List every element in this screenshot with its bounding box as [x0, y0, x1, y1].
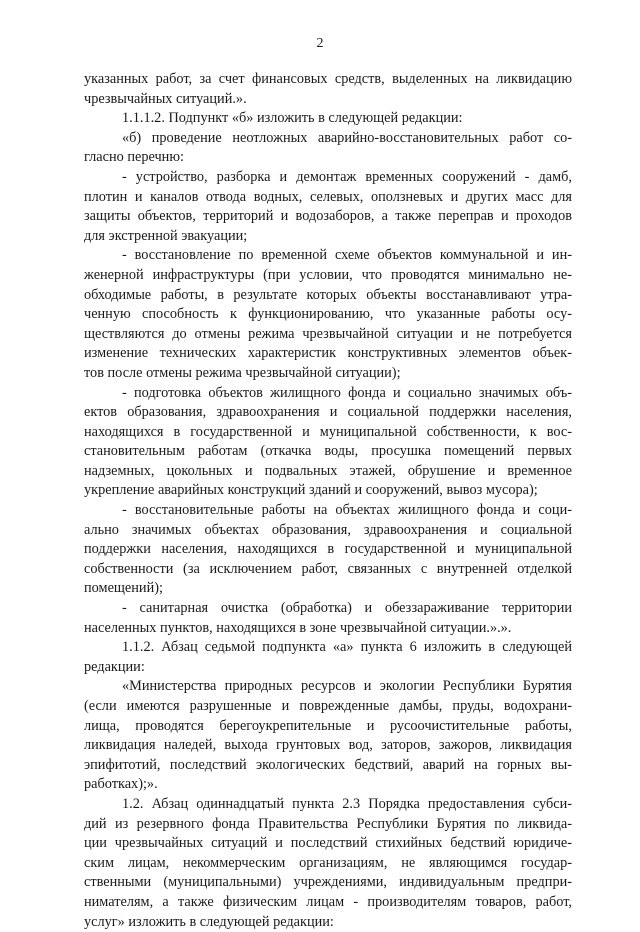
paragraph-line: плотин и каналов отвода водных, селевых, оползневых и других масс для	[84, 188, 572, 205]
paragraph-line: собственности (за исключением работ, связанных с внутренней отделкой	[84, 560, 572, 577]
paragraph-line: становительным работам (откачка воды, просушка помещений первых	[84, 443, 572, 460]
paragraph-line: укрепление аварийных конструкций зданий и сооружений, вывоз мусора);	[84, 482, 538, 499]
paragraph-line: работках);».	[84, 776, 158, 793]
paragraph-line: лища, проводятся берегоукрепительные и русоочистительные работы,	[84, 717, 572, 734]
paragraph-line: - санитарная очистка (обработка) и обеззараживание территории	[122, 600, 572, 617]
paragraph-line: ликвидация наледей, выхода грунтовых вод, заторов, зажоров, ликвидация	[84, 737, 572, 754]
paragraph-line: - восстановительные работы на объектах жилищного фонда и соци-	[122, 502, 572, 519]
paragraph-line: чрезвычайных ситуаций.».	[84, 90, 247, 107]
paragraph-line: дий из резервного фонда Правительства Республики Бурятия по ликвида-	[84, 815, 572, 832]
paragraph-line: указанных работ, за счет финансовых средств, выделенных на ликвидацию	[84, 71, 572, 87]
paragraph-line: ально значимых объектах образования, здравоохранения и социальной	[84, 521, 572, 538]
paragraph-line: тов после отмены режима чрезвычайной ситуации);	[84, 364, 401, 381]
paragraph-line: надземных, цокольных и подвальных этажей, обрушение и временное	[84, 462, 572, 479]
paragraph-line: ектов образования, здравоохранения и социальной поддержки населения,	[84, 404, 572, 421]
paragraph-line: ществляются до отмены режима чрезвычайной ситуации и не потребуется	[84, 325, 572, 342]
paragraph-line: женерной инфраструктуры (при условии, что проводятся минимально не-	[84, 266, 572, 283]
paragraph-line: ственными (муниципальными) учреждениями, индивидуальным предпри-	[84, 874, 572, 891]
paragraph-line: нимателям, а также физическим лицам - производителям товаров, работ,	[84, 893, 572, 910]
paragraph-line: «Министерства природных ресурсов и экологии Республики Бурятия	[122, 678, 572, 695]
paragraph-line: эпифитотий, последствий экологических бедствий, аварий на горных вы-	[84, 756, 572, 773]
paragraph-line: - устройство, разборка и демонтаж временных сооружений - дамб,	[122, 168, 572, 185]
paragraph-line: редакции:	[84, 658, 145, 675]
paragraph-line: 1.1.2. Абзац седьмой подпункта «а» пункта 6 изложить в следующей	[122, 639, 572, 656]
paragraph-line: находящихся в государственной и муниципальной собственности, к вос-	[84, 423, 572, 440]
paragraph-line: 1.1.1.2. Подпункт «б» изложить в следующей редакции:	[122, 110, 463, 127]
paragraph-line: 1.2. Абзац одиннадцатый пункта 2.3 Порядка предоставления субси-	[122, 795, 572, 812]
paragraph-line: гласно перечню:	[84, 149, 184, 166]
paragraph-line: ским лицам, некоммерческим организациям, не являющимся государ-	[84, 854, 572, 871]
paragraph-line: поддержки населения, находящихся в государственной и муниципальной	[84, 541, 572, 558]
paragraph-line: - подготовка объектов жилищного фонда и социально значимых объ-	[122, 384, 572, 401]
paragraph-line: ции чрезвычайных ситуаций и последствий стихийных бедствий юридиче-	[84, 835, 572, 852]
paragraph-line: обходимые работы, в результате которых объекты восстанавливают утра-	[84, 286, 572, 303]
paragraph-line: помещений);	[84, 580, 163, 597]
document-body	[84, 70, 572, 932]
paragraph-line: услуг» изложить в следующей редакции:	[84, 913, 334, 930]
paragraph-line: ченную способность к функционированию, что указанные работы осу-	[84, 306, 572, 323]
paragraph-line: «б) проведение неотложных аварийно-восстановительных работ со-	[122, 129, 572, 146]
paragraph-line: (если имеются разрушенные и поврежденные дамбы, пруды, водохрани-	[84, 698, 572, 714]
paragraph-line: изменение технических характеристик конструктивных элементов объек-	[84, 345, 572, 362]
paragraph-line: для экстренной эвакуации;	[84, 227, 248, 244]
page-number: 2	[316, 36, 324, 51]
paragraph-line: защиты объектов, территорий и водозаборов, а также переправ и проходов	[84, 208, 572, 225]
paragraph-line: населенных пунктов, находящихся в зоне чрезвычайной ситуации.».».	[84, 619, 512, 636]
paragraph-line: - восстановление по временной схеме объектов коммунальной и ин-	[122, 247, 572, 264]
